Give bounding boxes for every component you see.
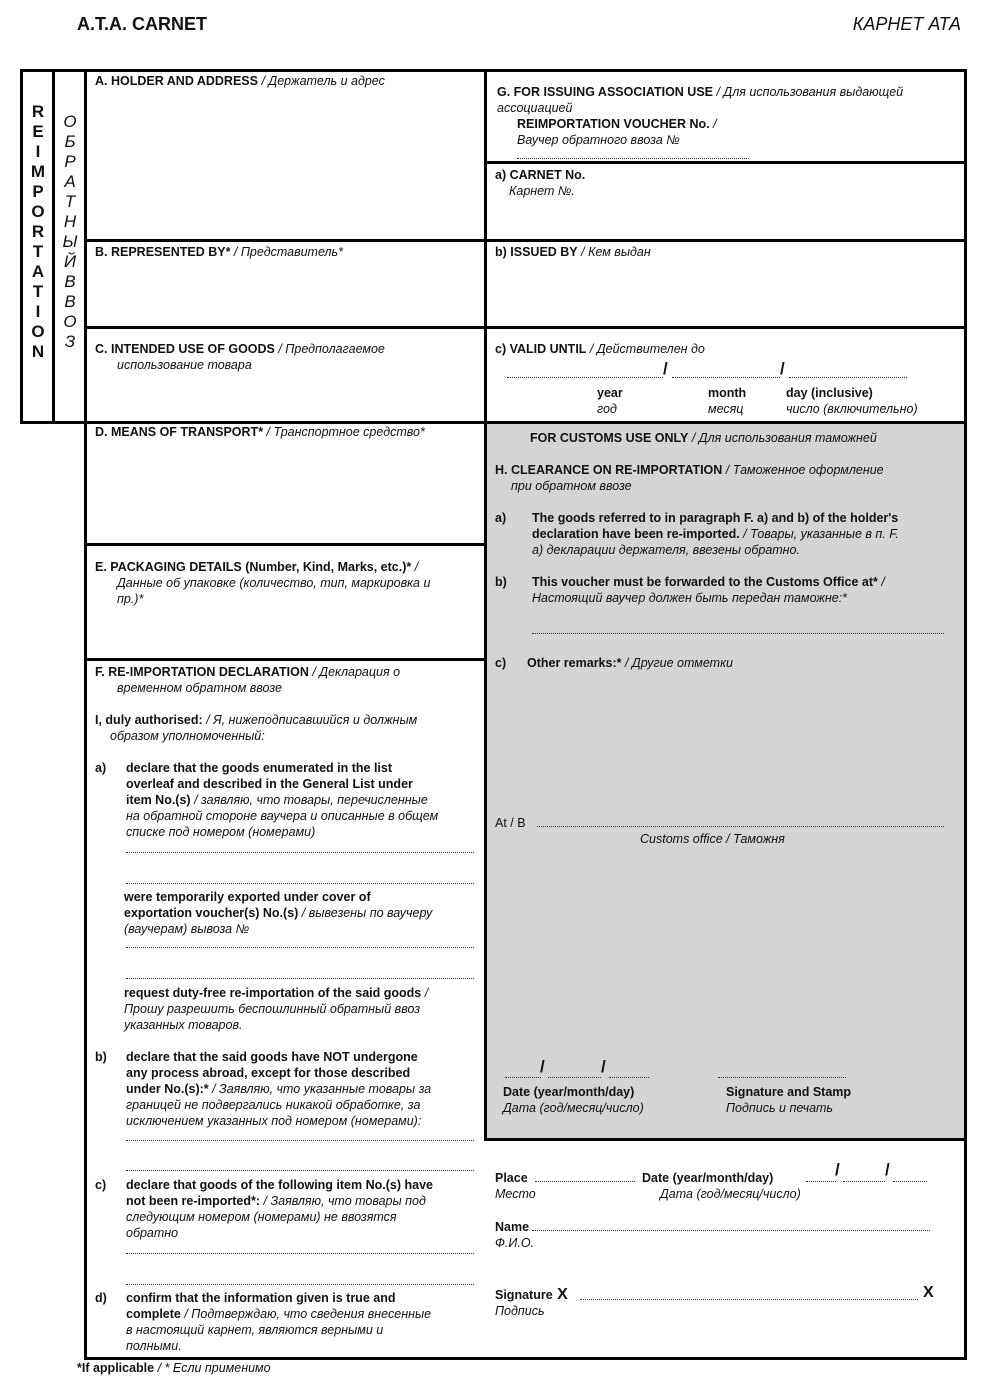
f-c-items-line-2[interactable] bbox=[126, 1284, 474, 1285]
f-a-items-line-2[interactable] bbox=[126, 883, 474, 884]
section-c-title: C. INTENDED USE OF GOODS / Предполагаемое использование товара bbox=[95, 342, 385, 372]
h-c-letter: c) bbox=[495, 656, 507, 670]
side-letter: I bbox=[35, 142, 41, 161]
year-label: year год bbox=[597, 386, 623, 416]
side-letter: P bbox=[32, 182, 44, 201]
bottom-date-slash-2: / bbox=[885, 1160, 890, 1179]
f-c-letter: c) bbox=[95, 1178, 107, 1192]
side-letter: Й bbox=[63, 252, 77, 271]
f-b-process-line-1[interactable] bbox=[126, 1140, 474, 1141]
f-b-process-line-2[interactable] bbox=[126, 1170, 474, 1171]
place-label: Place Место bbox=[495, 1171, 536, 1201]
signature-x-mark: X bbox=[923, 1284, 934, 1301]
name-field[interactable] bbox=[532, 1230, 930, 1231]
side-letter: Н bbox=[63, 212, 77, 231]
side-letter: В bbox=[64, 292, 76, 311]
signature-field[interactable] bbox=[580, 1299, 918, 1300]
f-a-voucher-line-1[interactable] bbox=[126, 947, 474, 948]
customs-bottom-border bbox=[484, 1138, 967, 1141]
customs-office-label: Customs office / Таможня bbox=[640, 832, 785, 846]
section-d-title: D. MEANS OF TRANSPORT* / Транспортное средство* bbox=[95, 425, 425, 439]
name-label: Name Ф.И.О. bbox=[495, 1220, 535, 1250]
section-f-title: F. RE-IMPORTATION DECLARATION / Декларация о временном обратном ввозе bbox=[95, 665, 401, 695]
f-a-letter: a) bbox=[95, 761, 107, 775]
bottom-date-month-field[interactable] bbox=[843, 1181, 885, 1182]
divider-e-f bbox=[84, 658, 487, 661]
day-label: day (inclusive) число (включительно) bbox=[786, 386, 918, 416]
month-label: month месяц bbox=[708, 386, 747, 416]
h-date-slash-2: / bbox=[601, 1057, 606, 1076]
f-a-request-text: request duty-free re-importation of the said goods / Прошу разрешить беспошлинный обратный ввоз указанных товаров. bbox=[124, 986, 429, 1032]
at-label: At / B bbox=[495, 816, 526, 830]
side-letter: R bbox=[31, 222, 45, 241]
place-field[interactable] bbox=[535, 1181, 635, 1182]
footnote: *If applicable / * Если применимо bbox=[77, 1361, 271, 1375]
header-title-ru: КАРНЕТ АТА bbox=[852, 14, 961, 34]
carnet-no-label: a) CARNET No. Карнет №. bbox=[495, 168, 586, 198]
bottom-date-slash-1: / bbox=[835, 1160, 840, 1179]
h-signature-label: Signature and Stamp Подпись и печать bbox=[726, 1085, 852, 1115]
section-g-title: G. FOR ISSUING ASSOCIATION USE / Для использования выдающей ассоциацией bbox=[497, 85, 904, 115]
f-b-text: declare that the said goods have NOT undergone any process abroad, except for those described under No.(s):* / Заявляю, что указанные товары за границей не подвергались никакой обработке, за исключением указанных под номером (номерами): bbox=[126, 1050, 432, 1128]
valid-until-label: c) VALID UNTIL / Действителен до bbox=[495, 342, 705, 356]
h-date-year-field[interactable] bbox=[505, 1077, 541, 1078]
left-border bbox=[84, 421, 87, 1360]
valid-until-slash-1: / bbox=[663, 359, 668, 378]
h-date-slash-1: / bbox=[540, 1057, 545, 1076]
f-c-items-line-1[interactable] bbox=[126, 1253, 474, 1254]
h-a-letter: a) bbox=[495, 511, 507, 525]
section-a-title: A. HOLDER AND ADDRESS / Держатель и адрес bbox=[95, 74, 385, 88]
side-letter: M bbox=[30, 162, 46, 181]
signature-label: Signature X Подпись bbox=[495, 1286, 568, 1318]
h-signature-field[interactable] bbox=[718, 1077, 846, 1078]
f-b-letter: b) bbox=[95, 1050, 107, 1064]
h-date-month-field[interactable] bbox=[548, 1077, 601, 1078]
issued-by-label: b) ISSUED BY / Кем выдан bbox=[495, 245, 651, 259]
side-letter: R bbox=[31, 102, 45, 121]
h-c-text: Other remarks:* / Другие отметки bbox=[527, 656, 733, 670]
h-a-text: The goods referred to in paragraph F. a) and b) of the holder's declaration have been re-imported. / Товары, указанные в п. F. а) декларации держателя, ввезены обратно. bbox=[532, 511, 899, 557]
section-e-title: E. PACKAGING DETAILS (Number, Kind, Marks, etc.)* / Данные об упаковке (количество, тип, маркировка и пр.)* bbox=[95, 560, 431, 606]
divider-b-c bbox=[84, 326, 487, 329]
bottom-date-year-field[interactable] bbox=[806, 1181, 836, 1182]
side-letter: T bbox=[32, 242, 44, 261]
side-letter: Б bbox=[64, 132, 76, 151]
divider-a-b bbox=[84, 239, 487, 242]
valid-until-slash-2: / bbox=[780, 359, 785, 378]
side-letter: T bbox=[32, 282, 44, 301]
side-letter: A bbox=[31, 262, 45, 281]
valid-until-day-field[interactable] bbox=[789, 377, 907, 378]
side-letter: E bbox=[32, 122, 44, 141]
side-label-cyrillic bbox=[58, 112, 82, 352]
customs-use-only: FOR CUSTOMS USE ONLY / Для использования таможней bbox=[530, 431, 877, 445]
side-letter: В bbox=[64, 272, 76, 291]
side-letter: I bbox=[35, 302, 41, 321]
side-letter: Т bbox=[64, 192, 76, 211]
f-c-text: declare that goods of the following item No.(s) have not been re-imported*: / Заявляю, что товары под следующим номером (номерами) не ввозятся обратно bbox=[126, 1178, 433, 1240]
divider-gb-gc bbox=[484, 326, 967, 329]
side-letter: O bbox=[31, 202, 45, 221]
side-letter: O bbox=[31, 322, 45, 341]
customs-office-forward-field[interactable] bbox=[532, 633, 944, 634]
header-title: A.T.A. CARNET bbox=[77, 14, 207, 34]
f-a-exported-text: were temporarily exported under cover of exportation voucher(s) No.(s) / вывезены по ваучеру (ваучерам) вывоза № bbox=[124, 890, 433, 936]
side-letter: Ы bbox=[62, 232, 78, 251]
side-letter: О bbox=[63, 112, 77, 131]
f-a-voucher-line-2[interactable] bbox=[126, 978, 474, 979]
divider-d-e bbox=[84, 543, 487, 546]
f-d-text: confirm that the information given is true and complete / Подтверждаю, что сведения внесенные в настоящий карнет, являются верными и полными. bbox=[126, 1291, 432, 1353]
at-customs-field[interactable] bbox=[537, 826, 944, 827]
f-a-text: declare that the goods enumerated in the list overleaf and described in the General List under item No.(s) / заявляю, что товары, перечисленные на обратной стороне ваучера и описанные в общем списке под номером (номерами) bbox=[126, 761, 439, 839]
side-letter: Р bbox=[64, 152, 76, 171]
side-letter: З bbox=[64, 332, 76, 351]
bottom-date-label: Date (year/month/day) Дата (год/месяц/число) bbox=[642, 1171, 801, 1201]
voucher-number-field[interactable] bbox=[517, 158, 749, 159]
h-b-text: This voucher must be forwarded to the Customs Office at* / Настоящий ваучер должен быть передан таможне:* bbox=[532, 575, 885, 605]
side-label-latin bbox=[26, 102, 50, 362]
section-b-title: B. REPRESENTED BY* / Представитель* bbox=[95, 245, 343, 259]
section-h-title: H. CLEARANCE ON RE-IMPORTATION / Таможенное оформление при обратном ввозе bbox=[495, 463, 884, 493]
f-d-letter: d) bbox=[95, 1291, 107, 1305]
divider-ga-gb bbox=[484, 239, 967, 242]
reimportation-voucher-label: REIMPORTATION VOUCHER No. / Ваучер обратного ввоза № bbox=[517, 117, 717, 147]
right-border bbox=[964, 421, 967, 1360]
h-date-day-field[interactable] bbox=[609, 1077, 649, 1078]
divider-g-ga bbox=[484, 161, 967, 164]
side-letter: N bbox=[31, 342, 45, 361]
h-date-label: Date (year/month/day) Дата (год/месяц/число) bbox=[503, 1085, 644, 1115]
valid-until-year-field[interactable] bbox=[507, 377, 663, 378]
h-b-letter: b) bbox=[495, 575, 507, 589]
section-f-authorised: I, duly authorised: / Я, нижеподписавшийся и должным образом уполномоченный: bbox=[95, 713, 418, 743]
bottom-date-day-field[interactable] bbox=[893, 1181, 927, 1182]
valid-until-month-field[interactable] bbox=[672, 377, 780, 378]
side-letter: О bbox=[63, 312, 77, 331]
f-a-items-line-1[interactable] bbox=[126, 852, 474, 853]
side-letter: А bbox=[64, 172, 76, 191]
